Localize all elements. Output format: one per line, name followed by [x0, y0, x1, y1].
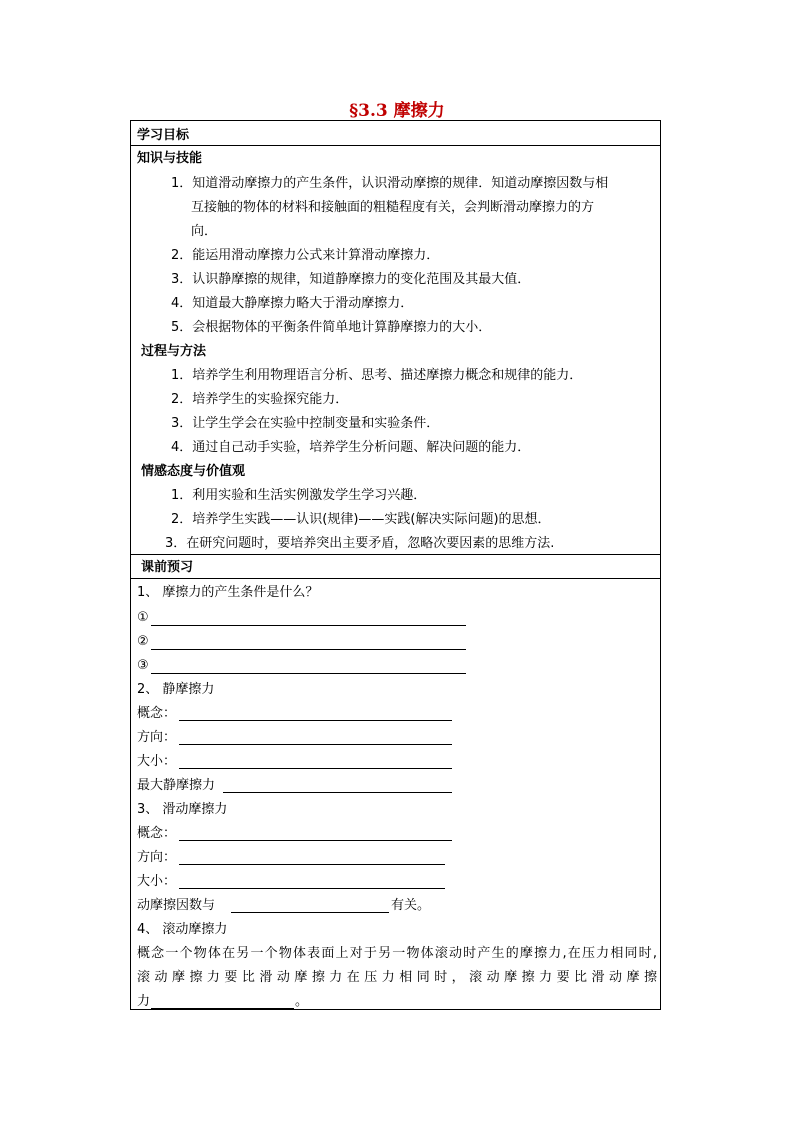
knowledge-item-5: 5．会根据物体的平衡条件简单地计算静摩擦力的大小．: [171, 320, 492, 335]
divider: [131, 578, 660, 579]
attitude-heading: 情感态度与价值观: [141, 464, 246, 479]
sliding-concept-label: 概念：: [137, 826, 177, 841]
rolling-concept-line-1: 概念一个物体在另一个物体表面上对于另一物体滚动时产生的摩擦力,在压力相同时,: [137, 946, 657, 961]
coefficient-suffix: 有关。: [391, 898, 431, 913]
question-4: 4、 滚动摩擦力: [137, 922, 228, 937]
process-item-4: 4．通过自己动手实验，培养学生分析问题、解决问题的能力．: [171, 440, 531, 455]
attitude-item-1: 1．利用实验和生活实例激发学生学习兴趣．: [171, 488, 427, 503]
question-1: 1、 摩擦力的产生条件是什么？: [137, 585, 319, 600]
knowledge-item-3: 3．认识静摩擦的规律，知道静摩擦力的变化范围及其最大值．: [171, 272, 531, 287]
sliding-size-label: 大小：: [137, 874, 177, 889]
static-size-label: 大小：: [137, 754, 177, 769]
rolling-concept-line-3-suffix: 。: [295, 994, 309, 1009]
answer-blank[interactable]: [223, 792, 452, 793]
page-title: §3.3 摩擦力: [349, 101, 445, 121]
answer-blank[interactable]: [151, 625, 466, 626]
worksheet-table: [130, 120, 661, 1010]
coefficient-prefix: 动摩擦因数与: [137, 898, 216, 913]
question-3: 3、 滑动摩擦力: [137, 802, 228, 817]
answer-blank[interactable]: [151, 649, 466, 650]
rolling-concept-line-2: 滚动摩擦力要比滑动摩擦力在压力相同时，滚动摩擦力要比滑动摩擦: [137, 970, 657, 985]
goals-header: 学习目标: [137, 128, 190, 143]
knowledge-item-1-line-3: 向．: [191, 224, 218, 239]
answer-blank[interactable]: [179, 720, 452, 721]
process-item-1: 1．培养学生利用物理语言分析、思考、描述摩擦力概念和规律的能力．: [171, 368, 583, 383]
knowledge-item-4: 4．知道最大静摩擦力略大于滑动摩擦力．: [171, 296, 414, 311]
divider: [131, 554, 660, 555]
static-direction-label: 方向：: [137, 730, 177, 745]
answer-blank[interactable]: [231, 912, 389, 913]
condition-2-label: ②: [137, 634, 149, 649]
attitude-item-3: 3．在研究问题时，要培养突出主要矛盾，忽略次要因素的思维方法.: [165, 536, 555, 551]
knowledge-item-2: 2．能运用滑动摩擦力公式来计算滑动摩擦力．: [171, 248, 440, 263]
answer-blank[interactable]: [151, 1008, 294, 1009]
preview-header: 课前预习: [141, 560, 194, 575]
answer-blank[interactable]: [179, 888, 445, 889]
static-concept-label: 概念：: [137, 706, 177, 721]
question-2: 2、 静摩擦力: [137, 682, 215, 697]
answer-blank[interactable]: [151, 673, 466, 674]
answer-blank[interactable]: [179, 864, 445, 865]
answer-blank[interactable]: [179, 840, 452, 841]
max-static-friction-label: 最大静摩擦力: [137, 778, 216, 793]
divider: [131, 145, 660, 146]
knowledge-item-1-line-2: 互接触的物体的材料和接触面的粗糙程度有关，会判断滑动摩擦力的方: [191, 200, 595, 215]
process-item-2: 2．培养学生的实验探究能力．: [171, 392, 349, 407]
condition-1-label: ①: [137, 610, 149, 625]
condition-3-label: ③: [137, 658, 149, 673]
process-heading: 过程与方法: [141, 344, 207, 359]
attitude-item-2: 2．培养学生实践——认识(规律)——实践(解决实际问题)的思想．: [171, 512, 551, 527]
knowledge-heading: 知识与技能: [137, 151, 203, 166]
answer-blank[interactable]: [179, 744, 452, 745]
knowledge-item-1-line-1: 1．知道滑动摩擦力的产生条件，认识滑动摩擦的规律．知道动摩擦因数与相: [171, 176, 609, 191]
process-item-3: 3．让学生学会在实验中控制变量和实验条件．: [171, 416, 440, 431]
rolling-concept-line-3-prefix: 力: [137, 994, 151, 1009]
answer-blank[interactable]: [179, 768, 452, 769]
sliding-direction-label: 方向：: [137, 850, 177, 865]
